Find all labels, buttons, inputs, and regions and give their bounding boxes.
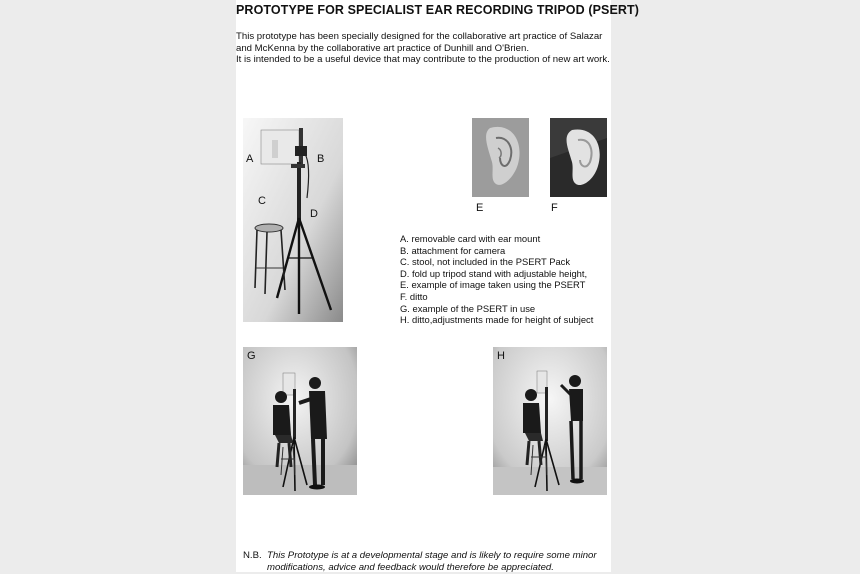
legend-item: F. ditto <box>400 290 428 302</box>
legend-item: C. stool, not included in the PSERT Pack <box>400 256 571 268</box>
photo-label-h: H <box>497 350 505 362</box>
legend-item: A. removable card with ear mount <box>400 233 541 244</box>
photo-label-b: B <box>317 153 325 165</box>
photo-label-c: C <box>258 195 266 207</box>
legend-item: G. example of the PSERT in use <box>400 302 536 314</box>
legend-item: B. attachment for camera <box>400 244 506 256</box>
intro-line: It is intended to be a useful device that may contribute to the production of new art work. <box>236 54 610 66</box>
photo-label-g: G <box>247 350 256 362</box>
component-legend <box>400 233 593 326</box>
photo-label-d: D <box>310 208 318 220</box>
footnote-line1: This Prototype is at a developmental stage and is likely to require some minor <box>267 550 597 561</box>
legend-item: D. fold up tripod stand with adjustable height, <box>400 267 588 279</box>
footnote-prefix: N.B. <box>243 550 262 561</box>
ear-photo-e <box>472 118 529 197</box>
photo-label-a: A <box>246 153 254 165</box>
legend-item: E. example of image taken using the PSERT <box>400 279 586 291</box>
intro-paragraph <box>236 31 616 66</box>
legend-item: H. ditto,adjustments made for height of subject <box>400 314 594 326</box>
intro-line: This prototype has been specially designed for the collaborative art practice of Salazar <box>236 31 603 42</box>
intro-line: and McKenna by the collaborative art practice of Dunhill and O'Brien. <box>236 42 530 54</box>
photo-label-f: F <box>551 202 558 214</box>
footnote-line2: modifications, advice and feedback would therefore be appreciated. <box>267 562 554 573</box>
document-title: PROTOTYPE FOR SPECIALIST EAR RECORDING TRIPOD (PSERT) <box>236 3 640 17</box>
in-use-photo-h <box>493 347 607 495</box>
footnote <box>243 550 613 574</box>
ear-photo-f <box>550 118 607 197</box>
in-use-photo-g <box>243 347 357 495</box>
tripod-photo <box>243 118 343 322</box>
photo-label-e: E <box>476 202 484 214</box>
